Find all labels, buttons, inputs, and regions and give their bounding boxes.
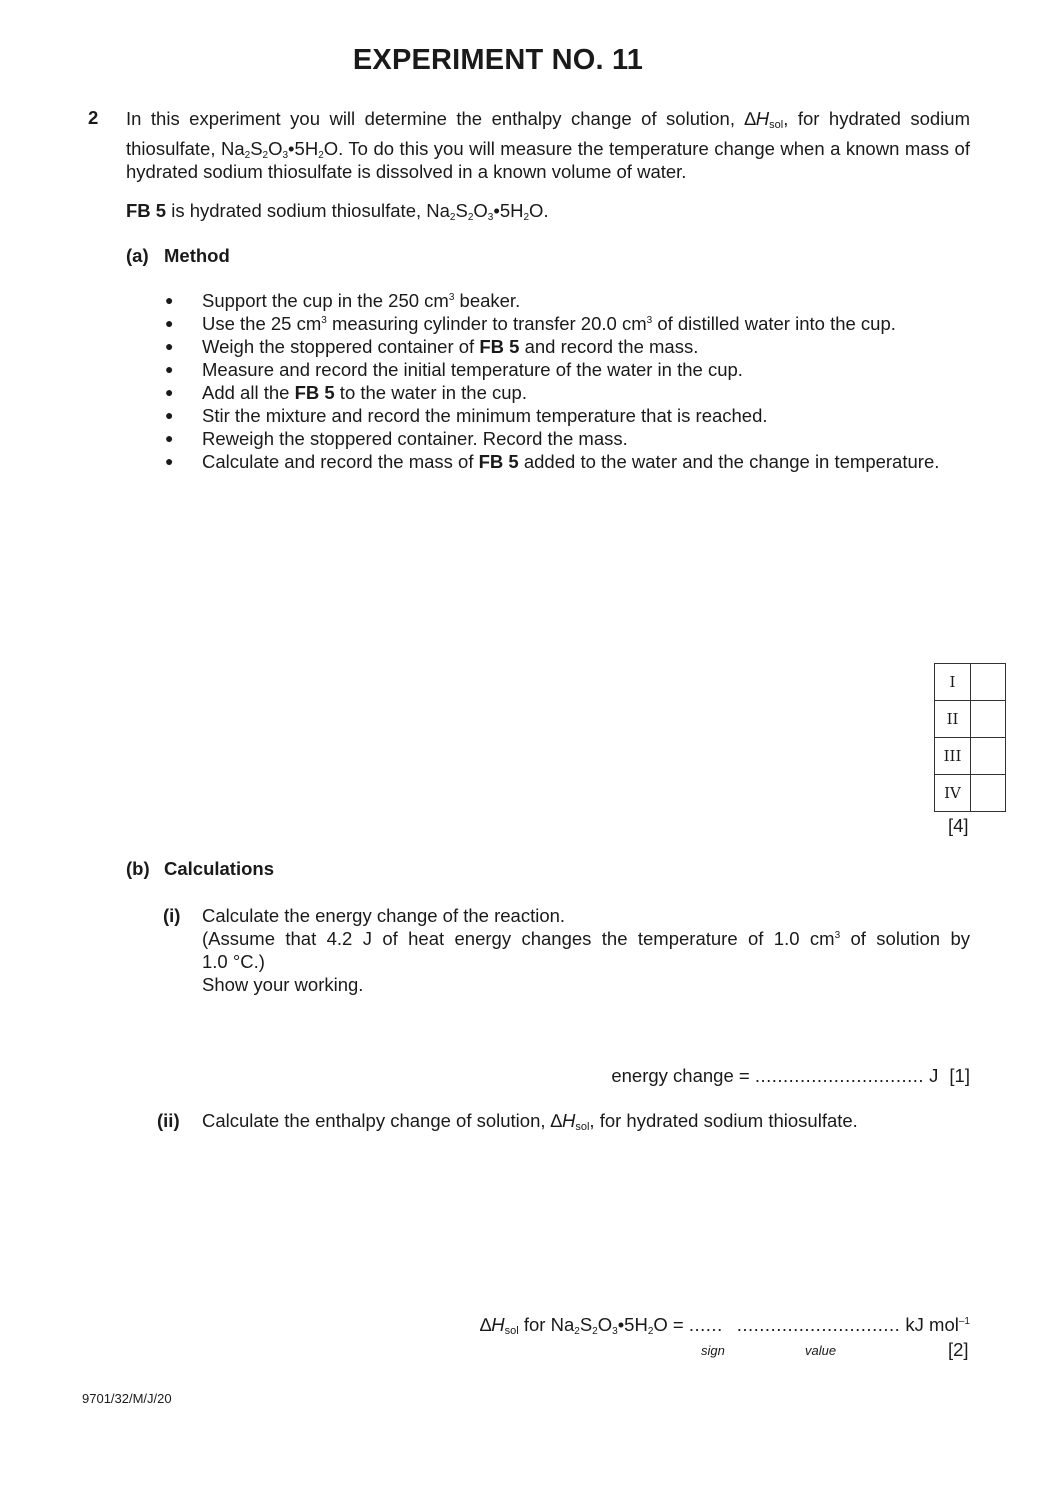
marks-table xyxy=(934,663,1006,812)
enthalpy-answer-line: ∆Hsol for $Na_2S_2O_3•5H_2O$ = ...... ............................. kJ mol$^{-1}$ xyxy=(479,1314,970,1337)
mark-label: II xyxy=(935,701,971,738)
intro-paragraph xyxy=(126,107,970,183)
bullet-icon: ● xyxy=(165,338,174,354)
bullet-icon: ● xyxy=(165,430,174,446)
table-row xyxy=(935,738,1006,775)
paper-code: 9701/32/M/J/20 xyxy=(82,1391,172,1406)
part-b-heading: Calculations xyxy=(164,858,274,879)
mark-box[interactable] xyxy=(971,664,1006,701)
answer-field[interactable]: .............................. xyxy=(754,1065,925,1086)
part-b-i-label: (i) xyxy=(163,905,181,926)
formula: $Na_2S_2O_3•5H_2O$ xyxy=(426,200,544,223)
intro-text: In this experiment you will determine the enthalpy change of solution, xyxy=(126,108,745,129)
fb5-description: FB 5 is hydrated sodium thiosulfate, $Na_2S_2O_3•5H_2O$. xyxy=(126,200,549,223)
list-item: ● Stir the mixture and record the minimum temperature that is reached. xyxy=(165,405,768,426)
mark-box[interactable] xyxy=(971,738,1006,775)
mark-label: III xyxy=(935,738,971,775)
mark-box[interactable] xyxy=(971,701,1006,738)
part-a-heading: Method xyxy=(164,245,230,266)
mark-label: IV xyxy=(935,775,971,812)
list-item: ● Measure and record the initial temperature of the water in the cup. xyxy=(165,359,743,380)
part-b-ii-label: (ii) xyxy=(157,1110,180,1131)
part-b-i-text: Calculate the energy change of the reaction. (Assume that 4.2 J of heat energy changes the temperature of 1.0 $cm^3$ of solution by 1.0 °C.) Show your working. xyxy=(202,905,970,995)
bullet-icon: ● xyxy=(165,292,174,308)
mark-box[interactable] xyxy=(971,775,1006,812)
list-item: ● Support the cup in the 250 $cm^3$ beaker. xyxy=(165,290,521,311)
list-item: ● Use the 25 $cm^3$ measuring cylinder to transfer 20.0 $cm^3$ of distilled water into the cup. xyxy=(165,313,896,334)
part-b-label: (b) xyxy=(126,858,150,879)
bullet-icon: ● xyxy=(165,453,174,469)
part-a-marks: [4] xyxy=(948,815,969,836)
table-row xyxy=(935,775,1006,812)
list-item: ● Calculate and record the mass of FB 5 added to the water and the change in temperature. xyxy=(165,451,940,472)
energy-change-answer-line: energy change = .............................. J [1] xyxy=(611,1065,970,1086)
part-a-label: (a) xyxy=(126,245,149,266)
value-caption: value xyxy=(805,1343,837,1358)
page-title: EXPERIMENT NO. 11 xyxy=(352,44,644,76)
sign-field[interactable]: ...... xyxy=(688,1314,723,1335)
bullet-icon: ● xyxy=(165,361,174,377)
sol-subscript: sol xyxy=(769,119,784,131)
formula: $Na_2S_2O_3•5H_2O$ xyxy=(220,138,339,161)
part-b-ii-marks: [2] xyxy=(948,1339,969,1360)
method-list xyxy=(160,289,980,473)
list-item: ● Reweigh the stoppered container. Record the mass. xyxy=(165,428,628,449)
intro-text: , for hydrated sodium thiosulfate, xyxy=(126,108,971,159)
bullet-icon: ● xyxy=(165,384,174,400)
formula: $Na_2S_2O_3•5H_2O$ xyxy=(550,1314,668,1337)
intro-text: . To do this you will measure the temperature change when a known mass of hydrated sodium thiosulfate is dissolved in a known volume of water. xyxy=(126,138,970,182)
list-item: ● Add all the FB 5 to the water in the cup. xyxy=(165,382,527,403)
delta-symbol: ∆ xyxy=(744,108,756,129)
table-row xyxy=(935,664,1006,701)
list-item: ● Weigh the stoppered container of FB 5 and record the mass. xyxy=(165,336,699,357)
mark-label: I xyxy=(935,664,971,701)
question-number: 2 xyxy=(88,107,99,128)
part-b-ii-text: Calculate the enthalpy change of solution, ∆Hsol, for hydrated sodium thiosulfate. xyxy=(202,1110,858,1133)
table-row xyxy=(935,701,1006,738)
bullet-icon: ● xyxy=(165,407,174,423)
enthalpy-h: H xyxy=(755,108,770,129)
marks: [1] xyxy=(949,1065,970,1086)
sign-caption: sign xyxy=(701,1343,725,1358)
bullet-icon: ● xyxy=(165,315,174,331)
value-field[interactable]: ............................. xyxy=(736,1314,901,1335)
